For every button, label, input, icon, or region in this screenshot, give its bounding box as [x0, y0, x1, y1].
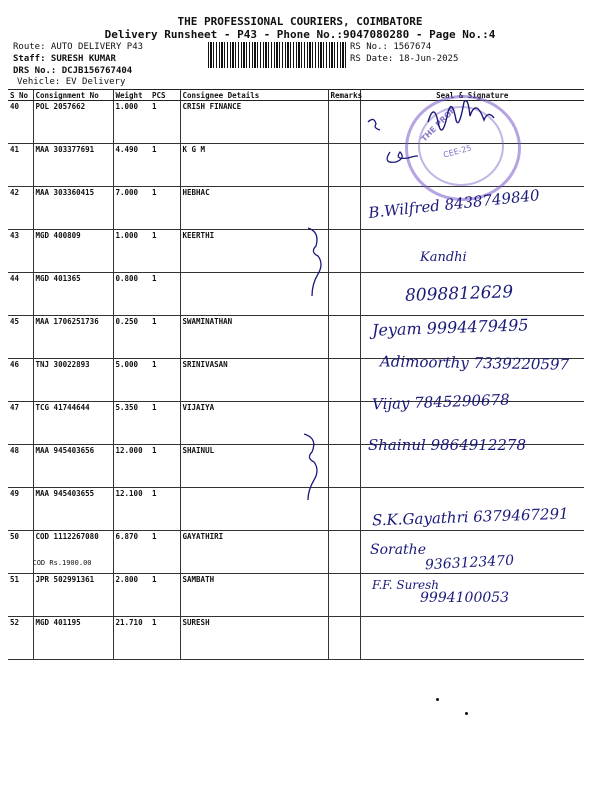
row-remarks: [328, 617, 360, 660]
row-remarks: [328, 230, 360, 273]
row-pcs: 1: [150, 101, 180, 144]
row-weight: 4.490: [113, 144, 150, 187]
bracket-mark-43-44: [300, 222, 330, 302]
bracket-mark-48-49: [298, 428, 328, 508]
vehicle-label: Vehicle: EV Delivery: [17, 77, 126, 87]
row-consignment: COD 1112267080 COD Rs.1900.00: [33, 531, 113, 574]
row-sno: 43: [8, 230, 33, 273]
row-consignment: MAA 303360415: [33, 187, 113, 230]
row-pcs: 1: [150, 359, 180, 402]
row-weight: 7.000: [113, 187, 150, 230]
row-remarks: [328, 359, 360, 402]
signature-row-52: F.F. Suresh: [372, 578, 440, 592]
row-sno: 51: [8, 574, 33, 617]
signature-row-50: S.K.Gayathri 6379467291: [371, 504, 569, 530]
row-consignment: POL 2057662: [33, 101, 113, 144]
row-sno: 48: [8, 445, 33, 488]
row-sno: 41: [8, 144, 33, 187]
row-consignee: VIJAIYA: [180, 402, 328, 445]
row-weight: 1.000: [113, 230, 150, 273]
rs-number: RS No.: 1567674: [350, 42, 432, 52]
row-pcs: 1: [150, 187, 180, 230]
col-seal-signature: Seal & Signature: [360, 90, 584, 101]
signature-row-47: Vijay 7845290678: [371, 390, 510, 414]
row-remarks: [328, 316, 360, 359]
row-weight: 0.250: [113, 316, 150, 359]
row-sno: 45: [8, 316, 33, 359]
stamp-date: CEE-25: [442, 143, 473, 160]
row-sno: 46: [8, 359, 33, 402]
row-consignment: MAA 945403655: [33, 488, 113, 531]
phone-row-52: 9994100053: [420, 590, 510, 606]
table-row: [8, 617, 584, 660]
phone-row-44: 8098812629: [404, 282, 514, 306]
row-remarks: [328, 574, 360, 617]
signature-row-48: Shainul 9864912278: [368, 436, 526, 454]
row-consignee: GAYATHIRI: [180, 531, 328, 574]
col-consignment: Consignment No: [33, 90, 113, 101]
row-consignee: HEBHAC: [180, 187, 328, 230]
row-pcs: 1: [150, 531, 180, 574]
row-weight: 12.100: [113, 488, 150, 531]
route-label: Route: AUTO DELIVERY P43: [13, 42, 144, 52]
col-consignee: Consignee Details: [180, 90, 328, 101]
row-sno: 42: [8, 187, 33, 230]
rs-date: RS Date: 18-Jun-2025: [350, 54, 459, 64]
row-sno: 52: [8, 617, 33, 660]
row-consignee: CRISH FINANCE: [180, 101, 328, 144]
row-remarks: [328, 144, 360, 187]
row-consignment: MAA 1706251736: [33, 316, 113, 359]
row-pcs: 1: [150, 402, 180, 445]
table-row: [8, 230, 584, 273]
row-weight: 5.350: [113, 402, 150, 445]
cod-amount: COD Rs.1900.00: [32, 559, 92, 567]
row-pcs: 1: [150, 316, 180, 359]
row-consignee: SAMBATH: [180, 574, 328, 617]
row-consignment: TCG 41744644: [33, 402, 113, 445]
signature-row-44: Kandhi: [420, 250, 467, 265]
row-weight: 1.000: [113, 101, 150, 144]
row-pcs: 1: [150, 273, 180, 316]
row-weight: 21.710: [113, 617, 150, 660]
col-remarks: Remarks: [328, 90, 360, 101]
row-weight: 0.800: [113, 273, 150, 316]
row-weight: 2.800: [113, 574, 150, 617]
row-signature: [360, 230, 584, 273]
row-remarks: [328, 101, 360, 144]
row-weight: 6.870: [113, 531, 150, 574]
signature-rows-40-41: [360, 92, 520, 192]
row-pcs: 1: [150, 445, 180, 488]
row-consignee: KEERTHI: [180, 230, 328, 273]
signature-row-42: B.Wilfred 8438749840: [367, 186, 541, 222]
row-remarks: [328, 445, 360, 488]
col-sno: S No: [8, 90, 33, 101]
col-weight: Weight: [113, 90, 150, 101]
row-weight: 12.000: [113, 445, 150, 488]
ink-dot: [465, 712, 468, 715]
ink-dot: [436, 698, 439, 701]
row-consignment: JPR 502991361: [33, 574, 113, 617]
row-consignment: MGD 401365: [33, 273, 113, 316]
row-consignment: MAA 303377691: [33, 144, 113, 187]
row-remarks: [328, 531, 360, 574]
row-consignment: MGD 400809: [33, 230, 113, 273]
row-consignee: SURESH: [180, 617, 328, 660]
company-title: THE PROFESSIONAL COURIERS, COIMBATORE: [177, 15, 423, 28]
row-consignment: TNJ 30022893: [33, 359, 113, 402]
staff-label: Staff: SURESH KUMAR: [13, 54, 116, 64]
signature-row-46: Adimoorthy 7339220597: [379, 352, 570, 374]
signature-row-45: Jeyam 9994479495: [371, 315, 529, 340]
row-pcs: 1: [150, 144, 180, 187]
row-pcs: 1: [150, 230, 180, 273]
row-consignment: MAA 945403656: [33, 445, 113, 488]
runsheet-subtitle: Delivery Runsheet - P43 - Phone No.:9047080280 - Page No.:4: [104, 28, 496, 41]
barcode: [208, 42, 346, 68]
row-consignee: SWAMINATHAN: [180, 316, 328, 359]
drs-label: DRS No.: DCJB156767404: [13, 66, 133, 76]
row-remarks: [328, 273, 360, 316]
row-sno: 49: [8, 488, 33, 531]
row-sno: 44: [8, 273, 33, 316]
row-pcs: 1: [150, 617, 180, 660]
row-sno: 47: [8, 402, 33, 445]
row-consignee: SRINIVASAN: [180, 359, 328, 402]
signature-row-51: Sorathe: [370, 542, 426, 558]
row-weight: 5.000: [113, 359, 150, 402]
row-sno: 40: [8, 101, 33, 144]
row-sno: 50: [8, 531, 33, 574]
row-consignee: K G M: [180, 144, 328, 187]
row-remarks: [328, 402, 360, 445]
stamp-text: THE PROF: [419, 105, 458, 144]
phone-row-51: 9363123470: [424, 552, 515, 574]
row-signature: [360, 617, 584, 660]
row-consignee: SHAINUL: [180, 445, 328, 488]
row-consignment: MGD 401195: [33, 617, 113, 660]
row-pcs: 1: [150, 488, 180, 531]
row-remarks: [328, 187, 360, 230]
row-remarks: [328, 488, 360, 531]
col-pcs: PCS: [150, 90, 180, 101]
row-pcs: 1: [150, 574, 180, 617]
